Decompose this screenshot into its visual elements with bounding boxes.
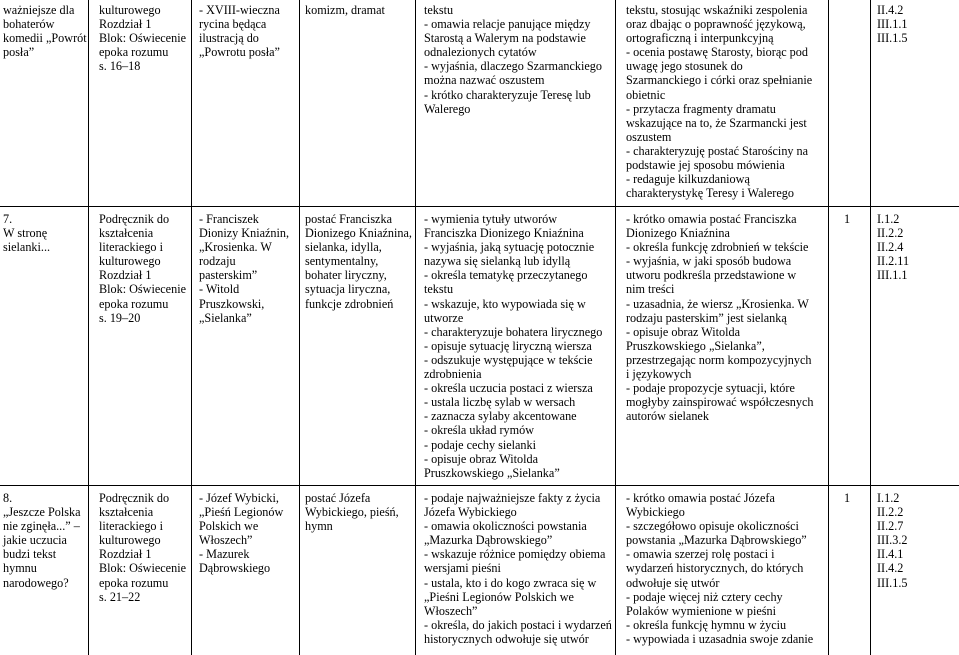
row-border (0, 206, 959, 207)
extended-requirements-cell: tekstu, stosując wskaźniki zespolenia oraz dbając o poprawność językową, ortograficzną i interpunkcyjną - ocenia postawę Starosty, biorąc pod uwagę jego stosunek do Szarmanckiego i córki oraz spełnianie obietnic - przytacza fragmenty dramatu wskazujące na to, że Szarmancki jest oszustem - charakteryzuję postać Starościny na podstawie jej sposobu mówienia - redaguje kilkuzdaniową charakterystykę Teresy i Walerego (626, 3, 813, 201)
texts-cell: - XVIII-wieczna rycina będąca ilustracją do „Powrotu posła” (199, 3, 280, 60)
curriculum-codes-cell: II.4.2 III.1.1 III.1.5 (877, 3, 908, 46)
texts-cell: - Józef Wybicki, „Pieśń Legionów Polskich we Włoszech” - Mazurek Dąbrowskiego (199, 491, 284, 576)
extended-requirements-cell: - krótko omawia postać Józefa Wybickiego - szczegółowo opisuje okoliczności powstania „Mazurka Dąbrowskiego” - omawia szerzej rolę postaci i wydarzeń historycznych, do których odwołuje się utwór - podaje więcej niż cztery cechy Polaków wymienione w pieśni - określa funkcję hymnu w życiu - wypowiada i uzasadnia swoje zdanie (626, 491, 814, 646)
textbook-source-cell: kulturowego Rozdział 1 Blok: Oświecenie epoka rozumu s. 16–18 (99, 3, 186, 74)
terms-cell: postać Józefa Wybickiego, pieśń, hymn (305, 491, 399, 534)
curriculum-codes-cell: I.1.2 II.2.2 II.2.7 III.3.2 II.4.1 II.4.2 III.1.5 (877, 491, 908, 590)
column-border (88, 0, 89, 655)
textbook-source-cell: Podręcznik do kształcenia literackiego i kulturowego Rozdział 1 Blok: Oświecenie epoka rozumu s. 19–20 (99, 212, 186, 325)
column-border (615, 0, 616, 655)
column-border (828, 0, 829, 655)
row-border (0, 485, 959, 486)
terms-cell: komizm, dramat (305, 3, 385, 17)
column-border (415, 0, 416, 655)
hours-cell: 1 (844, 491, 851, 505)
terms-cell: postać Franciszka Dionizego Kniaźnina, sielanka, idylla, sentymentalny, bohater liryczny, sytuacja liryczna, funkcje zdrobnień (305, 212, 412, 311)
texts-cell: - Franciszek Dionizy Kniaźnin, „Krosienka. W rodzaju pasterskim” - Witold Pruszkowski, „Sielanka” (199, 212, 290, 325)
column-border (870, 0, 871, 655)
curriculum-codes-cell: I.1.2 II.2.2 II.2.4 II.2.11 III.1.1 (877, 212, 910, 283)
lesson-topic-cell: 7. W stronę sielanki... (3, 212, 51, 255)
textbook-source-cell: Podręcznik do kształcenia literackiego i kulturowego Rozdział 1 Blok: Oświecenie epoka rozumu s. 21–22 (99, 491, 186, 604)
extended-requirements-cell: - krótko omawia postać Franciszka Dionizego Kniaźnina - określa funkcję zdrobnień w tekście - wyjaśnia, w jaki sposób budowa utworu podkreśla przedstawione w nim treści - uzasadnia, że wiersz „Krosienka. W rodzaju pasterskim” jest sielanką - opisuje obraz Witolda Pruszkowskiego „Sielanka”, przestrzegając norm kompozycyjnych i językowych - podaje propozycje sytuacji, które mogłyby zainspirować współczesnych autorów sielanek (626, 212, 814, 424)
hours-cell: 1 (844, 212, 851, 226)
lesson-topic-cell: ważniejsze dla bohaterów komedii „Powrót posła” (3, 3, 87, 60)
lesson-topic-cell: 8. „Jeszcze Polska nie zginęła...” – jakie uczucia budzi tekst hymnu narodowego? (3, 491, 81, 590)
column-border (191, 0, 192, 655)
column-border (299, 0, 300, 655)
basic-requirements-cell: - wymienia tytuły utworów Franciszka Dionizego Kniaźnina - wyjaśnia, jaką sytuację potocznie nazywa się sielanką lub idyllą - określa tematykę przeczytanego tekstu - wskazuje, kto wypowiada się w utworze - charakteryzuje bohatera lirycznego - opisuje sytuację liryczną wiersza - odszukuje występujące w tekście zdrobnienia - określa uczucia postaci z wiersza - ustala liczbę sylab w wersach - zaznacza sylaby akcentowane - określa układ rymów - podaje cechy sielanki - opisuje obraz Witolda Pruszkowskiego „Sielanka” (424, 212, 603, 480)
basic-requirements-cell: tekstu - omawia relacje panujące między Starostą a Walerym na podstawie odnalezionych cytatów - wyjaśnia, dlaczego Szarmanckiego można nazwać oszustem - krótko charakteryzuje Teresę lub Walerego (424, 3, 602, 116)
basic-requirements-cell: - podaje najważniejsze fakty z życia Józefa Wybickiego - omawia okoliczności powstania „Mazurka Dąbrowskiego” - wskazuje różnice pomiędzy obiema wersjami pieśni - ustala, kto i do kogo zwraca się w „Pieśni Legionów Polskich we Włoszech” - określa, do jakich postaci i wydarzeń historycznych odwołuje się utwór (424, 491, 612, 646)
